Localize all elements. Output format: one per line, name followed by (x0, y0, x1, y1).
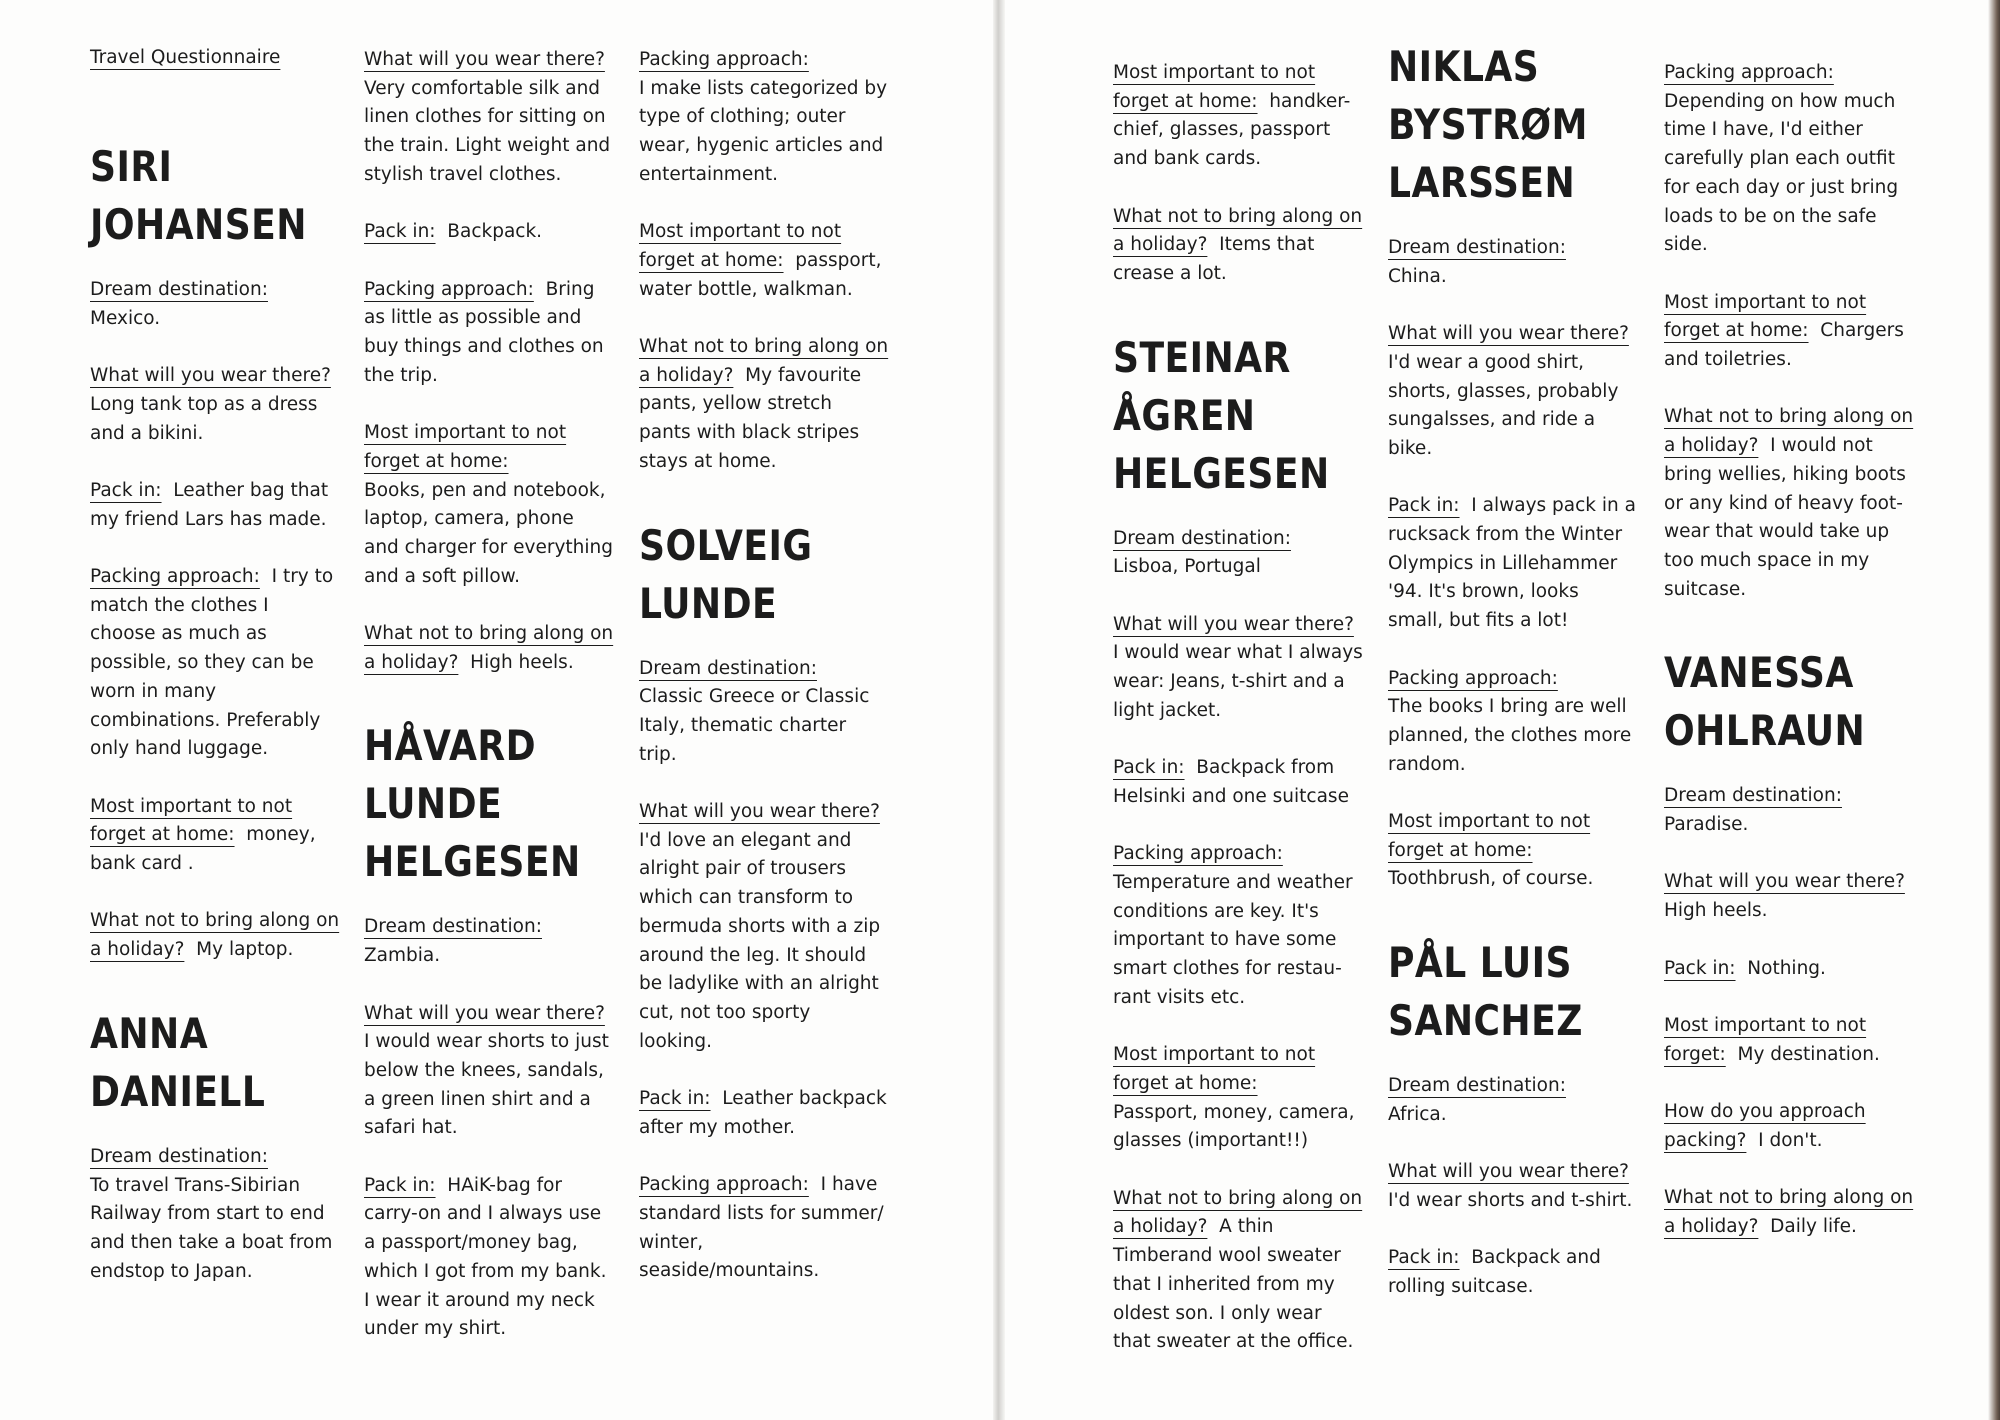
left-column-1 (90, 44, 340, 1315)
havard-approach: Packing approach: I make lists categorized by type of clothing; outer wear, hygenic articles and entertainment. (639, 49, 888, 185)
book-gutter (993, 0, 1005, 1420)
solveig-approach: Packing approach: I have standard lists for summer/ winter, seaside/mountains. (639, 1174, 884, 1282)
havard-not-bring: What not to bring along on a holiday? My favourite pants, yellow stretch pants with black stripes stays at home. (639, 336, 889, 472)
person-name-steinar: STEINAR ÅGREN HELGESEN (1113, 332, 1330, 498)
anna-wear: What will you wear there? Very comfortable silk and linen clothes for sitting on the train. Light weight and stylish travel clothes. (364, 49, 611, 185)
steinar-not-bring: What not to bring along on a holiday? A thin Timberand wool sweater that I inherited from my oldest son. I only wear that sweater at the office. (1113, 1187, 1363, 1353)
vanessa-pack: Pack in: Nothing. (1664, 957, 1826, 979)
anna-dream: Dream destination: To travel Trans-Sibirian Railway from start to end and then take a boat from endstop to Japan. (90, 1145, 333, 1282)
vanessa-not-bring: What not to bring along on a holiday? Daily life. (1664, 1187, 1914, 1237)
person-name-solveig: SOLVEIG LUNDE (639, 520, 813, 628)
person-name-anna: ANNA DANIELL (90, 1008, 266, 1116)
right-column-2 (1388, 38, 1638, 1330)
vanessa-important: Most important to not forget: My destination. (1664, 1014, 1880, 1065)
pal-pack: Pack in: Backpack and rolling suitcase. (1388, 1247, 1601, 1297)
niklas-important: Most important to not forget at home: Toothbrush, of course. (1388, 811, 1594, 890)
niklas-wear: What will you wear there? I'd wear a good shirt, shorts, glasses, probably sungalsses, and ride a bike. (1388, 323, 1629, 459)
siri-pack: Pack in: Leather bag that my friend Lars has made. (90, 479, 329, 530)
pal-wear: What will you wear there? I'd wear shorts and t-shirt. (1388, 1161, 1633, 1211)
solveig-not-bring: What not to bring along on a holiday? Items that crease a lot. (1113, 205, 1363, 284)
steinar-important: Most important to not forget at home: Passport, money, camera, glasses (important!!) (1113, 1044, 1355, 1152)
person-name-pal: PÅL LUIS SANCHEZ (1388, 938, 1583, 1046)
solveig-pack: Pack in: Leather backpack after my mother. (639, 1088, 887, 1138)
left-column-3 (639, 46, 889, 1315)
anna-pack: Pack in: Backpack. (364, 221, 543, 243)
person-name-vanessa: VANESSA OHLRAUN (1664, 648, 1866, 756)
steinar-approach: Packing approach: Temperature and weather conditions are key. It's important to have some smart clothes for restau-rant visits etc. (1113, 843, 1353, 1008)
steinar-wear: What will you wear there? I would wear what I always wear: Jeans, t-shirt and a light jacket. (1113, 613, 1363, 721)
niklas-approach: Packing approach: The books I bring are well planned, the clothes more random. (1388, 667, 1632, 775)
vanessa-wear: What will you wear there? High heels. (1664, 871, 1905, 922)
questionnaire-title: Travel Questionnaire (90, 47, 281, 68)
vanessa-dream: Dream destination: Paradise. (1664, 785, 1842, 836)
havard-wear: What will you wear there? I would wear shorts to just below the knees, sandals, a green linen shirt and a safari hat. (364, 1002, 609, 1139)
vanessa-approach: How do you approach packing? I don't. (1664, 1101, 1866, 1151)
havard-important: Most important to not forget at home: passport, water bottle, walkman. (639, 221, 882, 300)
pal-approach: Packing approach: Depending on how much time I have, I'd either carefully plan each outfit for each day or just bring loads to be on the safe side. (1664, 62, 1899, 256)
havard-pack: Pack in: HAiK-bag for carry-on and I always use a passport/money bag, which I got from my bank. I wear it around my neck under my shirt. (364, 1174, 607, 1340)
person-name-niklas: NIKLAS BYSTRØM LARSSEN (1388, 42, 1588, 207)
havard-dream: Dream destination: Zambia. (364, 916, 542, 967)
anna-not-bring: What not to bring along on a holiday? High heels. (364, 623, 614, 673)
person-name-havard: HÅVARD LUNDE HELGESEN (364, 721, 581, 887)
steinar-dream: Dream destination: Lisboa, Portugal (1113, 527, 1291, 578)
person-name-siri: SIRI JOHANSEN (90, 142, 307, 249)
left-column-2 (364, 46, 614, 1373)
niklas-pack: Pack in: I always pack in a rucksack from the Winter Olympics in Lillehammer '94. It's brown, looks small, but fits a lot! (1388, 495, 1636, 632)
anna-important: Most important to not forget at home: Books, pen and notebook, laptop, camera, phone and charger for everything and a soft pillow. (364, 422, 613, 587)
pal-not-bring: What not to bring along on a holiday? I would not bring wellies, hiking boots or any kind of heavy foot-wear that would take up too much space in my suitcase. (1664, 406, 1914, 600)
solveig-important: Most important to not forget at home: handker-chief, glasses, passport and bank cards. (1113, 62, 1351, 170)
pal-important: Most important to not forget at home: Chargers and toiletries. (1664, 291, 1904, 371)
siri-important: Most important to not forget at home: money, bank card . (90, 795, 316, 874)
pal-dream: Dream destination: Africa. (1388, 1075, 1566, 1125)
siri-not-bring: What not to bring along on a holiday? My laptop. (90, 910, 340, 961)
siri-approach: Packing approach: I try to match the clothes I choose as much as possible, so they can be worn in many combinations. Preferably only hand luggage. (90, 565, 334, 760)
solveig-dream: Dream destination: Classic Greece or Classic Italy, thematic charter trip. (639, 657, 870, 765)
anna-approach: Packing approach: Bring as little as possible and buy things and clothes on the trip. (364, 278, 604, 386)
siri-wear: What will you wear there? Long tank top as a dress and a bikini. (90, 365, 331, 444)
niklas-dream: Dream destination: China. (1388, 237, 1566, 287)
right-column-1 (1113, 59, 1363, 1386)
solveig-wear: What will you wear there? I'd love an elegant and alright pair of trousers which can transform to bermuda shorts with a zip around the leg. It should be ladylike with an alright cut, not too sporty looking. (639, 801, 881, 1052)
page-edge (1988, 0, 2000, 1420)
steinar-pack: Pack in: Backpack from Helsinki and one suitcase (1113, 757, 1349, 807)
right-column-3 (1664, 59, 1914, 1270)
siri-dream: Dream destination: Mexico. (90, 279, 268, 329)
